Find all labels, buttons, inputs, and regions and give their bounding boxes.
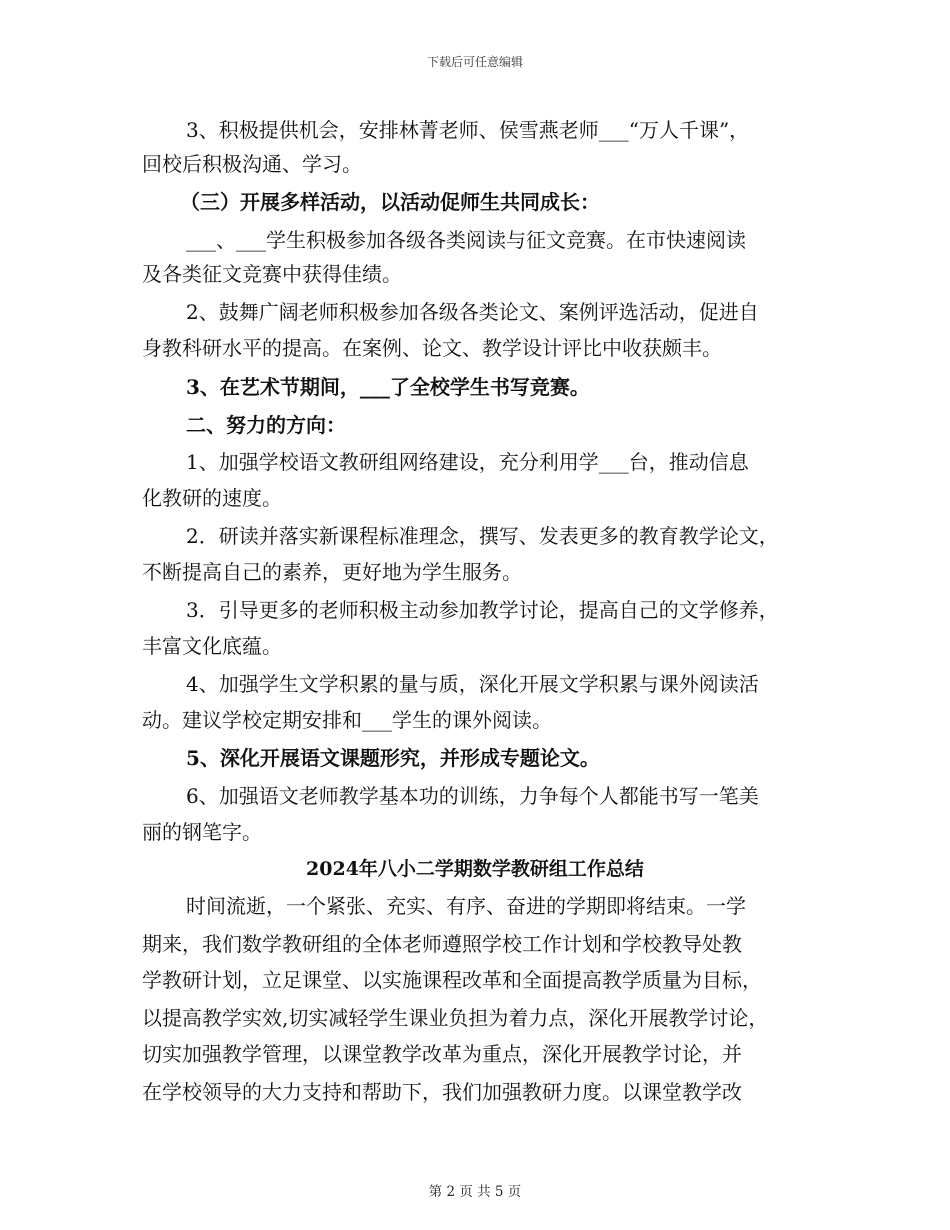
page-header: 下载后可任意编辑 (426, 55, 523, 69)
paragraph-line: 在学校领导的大力支持和帮助下，我们加强教研力度。以课堂教学改 (142, 1080, 742, 1104)
paragraph-line: 身教科研水平的提高。在案例、论文、教学设计评比中收获颇丰。 (142, 336, 722, 360)
paragraph-line: 时间流逝，一个紧张、充实、有序、奋进的学期即将结束。一学 (186, 894, 746, 918)
bold-line: 3、在艺术节期间，___了全校学生书写竞赛。 (186, 375, 590, 399)
paragraph-line: 期来，我们数学教研组的全体老师遵照学校工作计划和学校教导处教 (142, 932, 742, 956)
paragraph-line: 2、鼓舞广阔老师积极参加各级各类论文、案例评选活动，促进自 (186, 300, 759, 324)
paragraph-line: 丽的钢笔字。 (142, 820, 262, 844)
paragraph-line: 回校后积极沟通、学习。 (142, 152, 362, 176)
paragraph-line: 及各类征文竞赛中获得佳绩。 (142, 262, 402, 286)
paragraph-line: 动。建议学校定期安排和___学生的课外阅读。 (142, 708, 552, 732)
paragraph-line: 4、加强学生文学积累的量与质，深化开展文学积累与课外阅读活 (186, 672, 759, 696)
paragraph-line: 2．研读并落实新课程标准理念，撰写、发表更多的教育教学论文， (186, 524, 779, 548)
page-number: 第 2 页 共 5 页 (428, 1184, 522, 1200)
bold-line: 5、深化开展语文课题形究，并形成专题论文。 (186, 746, 600, 770)
paragraph-line: 以提高教学实效,切实减轻学生课业负担为着力点，深化开展教学讨论， (142, 1006, 769, 1030)
document-title: 2024年八小二学期数学教研组工作总结 (306, 858, 644, 880)
paragraph-line: 化教研的速度。 (142, 486, 282, 510)
paragraph-line: 不断提高自己的素养，更好地为学生服务。 (142, 560, 522, 584)
paragraph-line: 3．引导更多的老师积极主动参加教学讨论，提高自己的文学修养， (186, 598, 779, 622)
paragraph-line: 1、加强学校语文教研组网络建设，充分利用学___台，推动信息 (186, 450, 749, 474)
paragraph-line: 6、加强语文老师教学基本功的训练，力争每个人都能书写一笔美 (186, 784, 759, 808)
paragraph-line: 切实加强教学管理，以课堂教学改革为重点，深化开展教学讨论，并 (142, 1042, 742, 1066)
paragraph-line: 丰富文化底蕴。 (142, 634, 282, 658)
paragraph-line: ___、___学生积极参加各级各类阅读与征文竞赛。在市快速阅读 (186, 228, 746, 252)
section-heading: 二、努力的方向： (186, 413, 346, 437)
paragraph-line: 学教研计划，立足课堂、以实施课程改革和全面提高教学质量为目标， (142, 968, 762, 992)
paragraph-line: 3、积极提供机会，安排林菁老师、侯雪燕老师___“万人千课”， (186, 118, 750, 142)
section-heading: （三）开展多样活动，以活动促师生共同成长： (180, 190, 600, 214)
